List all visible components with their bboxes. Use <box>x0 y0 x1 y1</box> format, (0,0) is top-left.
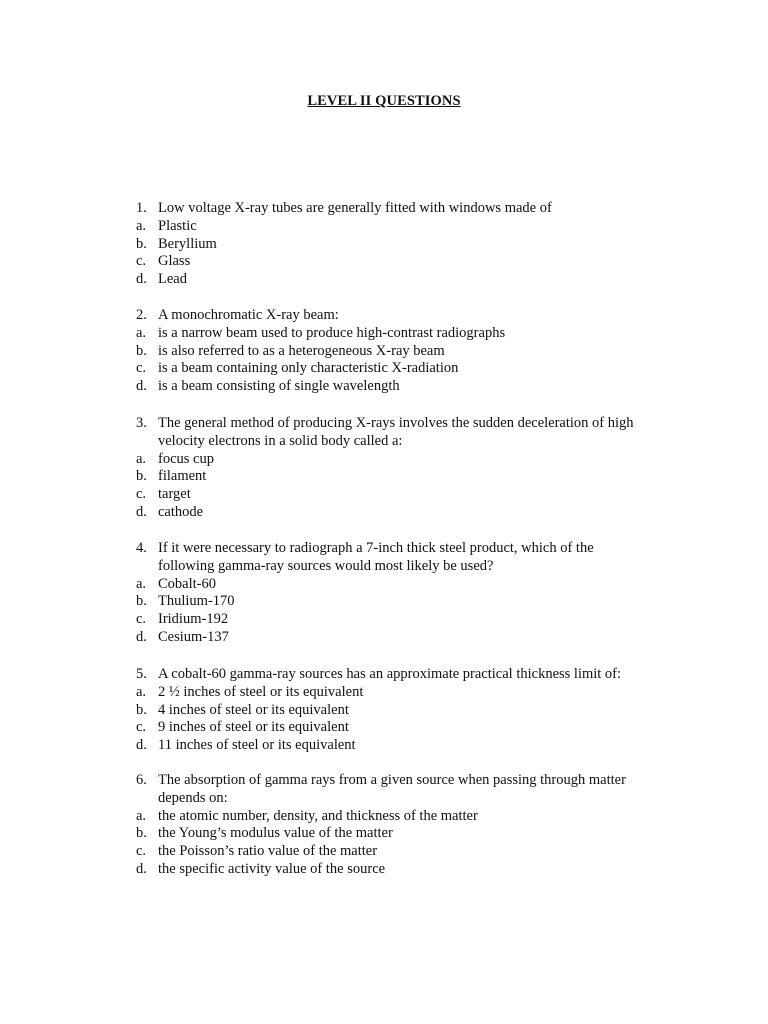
option-label: a. <box>136 217 147 234</box>
option-text: filament <box>158 468 207 485</box>
question-stem-text: A monochromatic X-ray beam: <box>158 307 339 323</box>
answer-option <box>0 719 768 737</box>
question-stem-text: following gamma-ray sources would most likely be used? <box>158 557 494 574</box>
answer-option <box>0 218 768 236</box>
question-number: 3. <box>136 415 147 431</box>
question-stem-line <box>0 790 768 808</box>
option-label: b. <box>136 468 147 485</box>
answer-option <box>0 825 768 843</box>
option-label: d. <box>136 860 147 877</box>
question-number: 6. <box>136 772 147 788</box>
answer-option <box>0 468 768 486</box>
option-label: c. <box>136 486 147 503</box>
answer-option <box>0 271 768 289</box>
option-text: is a beam consisting of single wavelength <box>158 378 400 395</box>
option-text: Plastic <box>158 217 197 234</box>
question-6 <box>0 772 768 879</box>
question-stem-line <box>0 415 768 433</box>
answer-option <box>0 861 768 879</box>
answer-option <box>0 325 768 343</box>
option-label: d. <box>136 271 147 288</box>
question-stem-text: The absorption of gamma rays from a given source when passing through matter <box>158 772 626 788</box>
question-number: 5. <box>136 666 147 682</box>
question-stem-line <box>0 540 768 558</box>
question-stem-line <box>0 558 768 576</box>
option-text: Beryllium <box>158 235 217 252</box>
question-stem-text: If it were necessary to radiograph a 7-inch thick steel product, which of the <box>158 540 594 556</box>
answer-option <box>0 378 768 396</box>
answer-option <box>0 504 768 522</box>
question-stem-text: velocity electrons in a solid body called a: <box>158 432 403 449</box>
question-5 <box>0 666 768 755</box>
option-text: target <box>158 486 191 503</box>
question-number: 1. <box>136 200 147 216</box>
answer-option <box>0 611 768 629</box>
option-label: a. <box>136 683 147 700</box>
option-label: b. <box>136 825 147 842</box>
answer-option <box>0 253 768 271</box>
question-stem-line <box>0 772 768 790</box>
answer-option <box>0 451 768 469</box>
option-label: d. <box>136 737 147 754</box>
option-text: the atomic number, density, and thickness of the matter <box>158 807 478 824</box>
answer-option <box>0 737 768 755</box>
option-label: b. <box>136 701 147 718</box>
option-text: the Poisson’s ratio value of the matter <box>158 843 378 860</box>
question-stem-line <box>0 200 768 218</box>
answer-option <box>0 486 768 504</box>
question-stem-text: Low voltage X-ray tubes are generally fitted with windows made of <box>158 200 552 216</box>
option-label: a. <box>136 575 147 592</box>
option-text: focus cup <box>158 450 214 467</box>
option-text: 4 inches of steel or its equivalent <box>158 701 349 718</box>
question-stem-line <box>0 433 768 451</box>
option-text: the specific activity value of the source <box>158 860 386 877</box>
answer-option <box>0 684 768 702</box>
option-label: a. <box>136 324 147 341</box>
question-number: 4. <box>136 540 147 556</box>
option-label: a. <box>136 450 147 467</box>
option-label: a. <box>136 807 147 824</box>
option-text: 11 inches of steel or its equivalent <box>158 737 356 754</box>
question-stem-text: depends on: <box>158 789 228 806</box>
question-stem-line <box>0 666 768 684</box>
answer-option <box>0 360 768 378</box>
question-stem-text: The general method of producing X-rays involves the sudden deceleration of high <box>158 415 634 431</box>
question-3 <box>0 415 768 522</box>
question-stem-line <box>0 307 768 325</box>
answer-option <box>0 629 768 647</box>
answer-option <box>0 343 768 361</box>
option-text: is also referred to as a heterogeneous X-ray beam <box>158 342 445 359</box>
option-text: is a narrow beam used to produce high-contrast radiographs <box>158 324 506 341</box>
answer-option <box>0 593 768 611</box>
option-text: Glass <box>158 253 191 270</box>
option-text: Cobalt-60 <box>158 575 216 592</box>
option-text: Lead <box>158 271 187 288</box>
answer-option <box>0 843 768 861</box>
option-label: d. <box>136 628 147 645</box>
answer-option <box>0 808 768 826</box>
option-label: d. <box>136 378 147 395</box>
option-text: 9 inches of steel or its equivalent <box>158 719 349 736</box>
option-text: Thulium-170 <box>158 593 235 610</box>
question-4 <box>0 540 768 647</box>
question-2 <box>0 307 768 396</box>
option-label: c. <box>136 360 147 377</box>
answer-option <box>0 576 768 594</box>
option-label: b. <box>136 593 147 610</box>
option-label: b. <box>136 235 147 252</box>
option-text: the Young’s modulus value of the matter <box>158 825 393 842</box>
option-text: cathode <box>158 503 204 520</box>
question-stem-text: A cobalt-60 gamma-ray sources has an approximate practical thickness limit of: <box>158 666 622 682</box>
option-text: Iridium-192 <box>158 611 229 628</box>
option-label: c. <box>136 253 147 270</box>
page-title: LEVEL II QUESTIONS <box>307 93 461 109</box>
question-number: 2. <box>136 307 147 323</box>
option-label: c. <box>136 843 147 860</box>
option-text: is a beam containing only characteristic X-radiation <box>158 360 459 377</box>
answer-option <box>0 702 768 720</box>
option-label: b. <box>136 342 147 359</box>
option-label: d. <box>136 503 147 520</box>
option-label: c. <box>136 611 147 628</box>
option-text: Cesium-137 <box>158 628 229 645</box>
option-label: c. <box>136 719 147 736</box>
option-text: 2 ½ inches of steel or its equivalent <box>158 683 364 700</box>
question-1 <box>0 200 768 289</box>
answer-option <box>0 236 768 254</box>
